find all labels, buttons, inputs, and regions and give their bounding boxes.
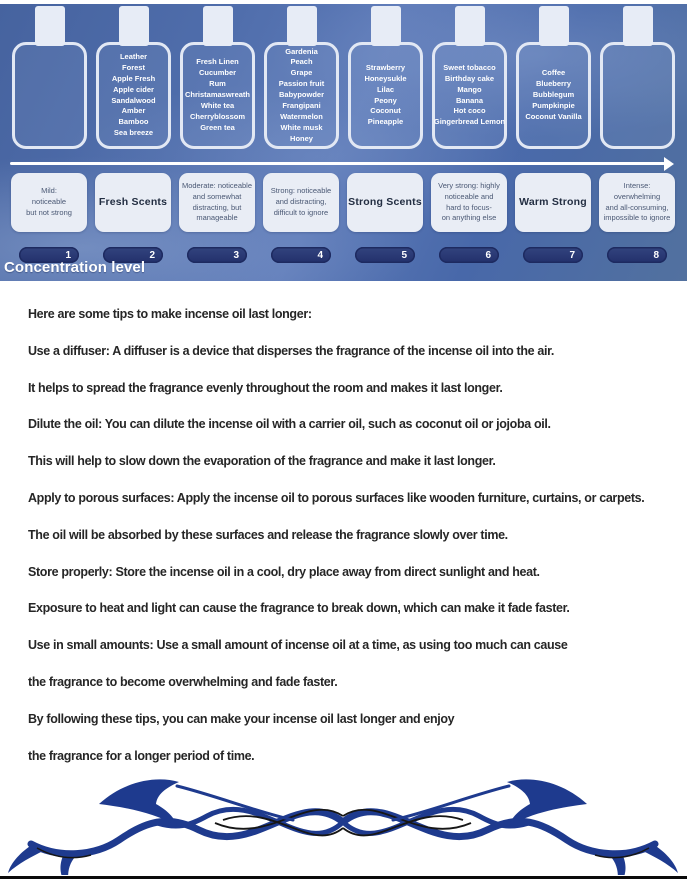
level-description-box bbox=[431, 173, 507, 232]
scent-label: Cherryblossom bbox=[189, 111, 246, 121]
tips-section bbox=[28, 296, 678, 774]
bottle-body bbox=[12, 42, 87, 149]
level-description-line: Warm Strong bbox=[519, 195, 587, 208]
scent-label: Sea breeze bbox=[113, 128, 154, 138]
level-description-box bbox=[11, 173, 87, 232]
scent-label: Peach bbox=[290, 57, 313, 67]
scent-label: Peony bbox=[374, 95, 397, 105]
scent-label: Coffee bbox=[541, 68, 566, 78]
scent-bottle bbox=[264, 6, 339, 149]
flourish-left-half bbox=[8, 779, 343, 875]
scent-label: White tea bbox=[200, 100, 235, 110]
bottle-body bbox=[516, 42, 591, 149]
bottle-cap-icon bbox=[35, 6, 65, 46]
flourish-right-half bbox=[343, 779, 678, 875]
bottle-cap-icon bbox=[623, 6, 653, 46]
scent-label: Leather bbox=[119, 52, 148, 61]
scent-label: Green tea bbox=[200, 122, 235, 132]
scent-label: Coconut Vanilla bbox=[525, 111, 582, 121]
tribal-flourish-graphic bbox=[7, 760, 679, 875]
scent-label: Grape bbox=[290, 68, 313, 78]
scent-label: Honey bbox=[290, 133, 313, 143]
scent-label: Hot coco bbox=[453, 106, 486, 116]
bottles-row bbox=[12, 6, 675, 149]
scent-label: Birthday cake bbox=[444, 73, 495, 83]
tip-line: It helps to spread the fragrance evenly throughout the room and makes it last longer. bbox=[28, 380, 503, 395]
level-description-box bbox=[95, 173, 171, 232]
level-description-line: impossible to ignore bbox=[603, 213, 671, 223]
scent-label: Pumpkinpie bbox=[532, 100, 575, 110]
right-arrow bbox=[10, 162, 665, 165]
scent-label: Apple Fresh bbox=[111, 73, 156, 83]
level-description-line: Very strong: highly bbox=[438, 180, 500, 190]
bottle-body bbox=[600, 42, 675, 149]
scent-label: Frangipani bbox=[282, 100, 321, 110]
scent-label: Passion fruit bbox=[278, 79, 325, 89]
scent-label: Christamaswreath bbox=[184, 90, 251, 100]
level-number-pill bbox=[187, 247, 247, 263]
scent-bottle bbox=[348, 6, 423, 149]
bottle-body bbox=[432, 42, 507, 149]
level-description-line: Fresh Scents bbox=[98, 195, 168, 208]
scent-bottle bbox=[180, 6, 255, 149]
level-description-line: Moderate: noticeable bbox=[181, 180, 253, 190]
level-description-box bbox=[599, 173, 675, 232]
level-description-box bbox=[179, 173, 255, 232]
level-pill-slot bbox=[599, 247, 675, 263]
bottle-cap-icon bbox=[287, 6, 317, 46]
level-number-pill bbox=[439, 247, 499, 263]
level-number-pill bbox=[355, 247, 415, 263]
tip-line: Apply to porous surfaces: Apply the incense oil to porous surfaces like wooden furniture, curtains, or carpets. bbox=[28, 490, 645, 505]
concentration-panel bbox=[0, 4, 687, 281]
scent-label: Apple cider bbox=[113, 84, 154, 94]
scent-label: Forest bbox=[122, 62, 145, 72]
scent-label: Banana bbox=[455, 95, 484, 105]
tip-line: Dilute the oil: You can dilute the incense oil with a carrier oil, such as coconut oil or jojoba oil. bbox=[28, 417, 551, 432]
scent-label: Sandalwood bbox=[111, 95, 156, 105]
scent-label: Watermelon bbox=[280, 111, 323, 121]
bottle-cap-icon bbox=[455, 6, 485, 46]
level-description-line: distracting, but bbox=[192, 202, 242, 212]
level-number: 4 bbox=[317, 249, 323, 261]
scent-label: Gardenia bbox=[285, 46, 318, 56]
scent-label: Sweet tobacco bbox=[443, 62, 496, 72]
level-description-line: overwhelming bbox=[613, 191, 661, 201]
scent-label: Strawberry bbox=[365, 62, 406, 72]
level-number: 3 bbox=[233, 249, 239, 261]
scent-bottle bbox=[600, 6, 675, 149]
level-number: 6 bbox=[485, 249, 491, 261]
level-description-line: on anything else bbox=[441, 213, 497, 223]
scent-bottle bbox=[96, 6, 171, 149]
bottle-body bbox=[264, 42, 339, 149]
scent-label: Amber bbox=[121, 106, 146, 116]
level-description-line: manageable bbox=[196, 213, 238, 223]
scent-label: Lilac bbox=[376, 84, 395, 94]
bottle-cap-icon bbox=[539, 6, 569, 46]
level-number-pill bbox=[523, 247, 583, 263]
scent-label: Honeysukle bbox=[364, 73, 407, 83]
level-pill-slot bbox=[515, 247, 591, 263]
bottle-cap-icon bbox=[119, 6, 149, 46]
level-boxes-row bbox=[11, 173, 676, 232]
level-description-line: but not strong bbox=[26, 207, 72, 217]
level-description-line: Mild: bbox=[41, 186, 57, 196]
tip-line: Store properly: Store the incense oil in a cool, dry place away from direct sunlight and heat. bbox=[28, 564, 540, 579]
level-description-line: and distracting, bbox=[275, 197, 327, 207]
concentration-level-caption: Concentration level bbox=[4, 259, 146, 276]
level-number-pill bbox=[271, 247, 331, 263]
level-description-line: difficult to ignore bbox=[273, 207, 329, 217]
scent-label: Coconut bbox=[370, 106, 401, 116]
bottle-body bbox=[180, 42, 255, 149]
level-description-line: Intense: bbox=[623, 180, 651, 190]
tip-line: Use in small amounts: Use a small amount of incense oil at a time, as using too much can cause bbox=[28, 638, 568, 653]
level-number: 1 bbox=[65, 249, 71, 261]
level-number: 5 bbox=[401, 249, 407, 261]
scent-label: White musk bbox=[280, 122, 323, 132]
tip-line: The oil will be absorbed by these surfaces and release the fragrance slowly over time. bbox=[28, 527, 508, 542]
level-number: 8 bbox=[653, 249, 659, 261]
level-description-box bbox=[347, 173, 423, 232]
scent-bottle bbox=[432, 6, 507, 149]
scent-label: Babypowder bbox=[278, 90, 324, 100]
level-pill-slot bbox=[431, 247, 507, 263]
level-pill-slot bbox=[263, 247, 339, 263]
level-description-line: noticeable bbox=[31, 197, 67, 207]
level-description-line: hard to focus- bbox=[446, 202, 492, 212]
scent-label: Bamboo bbox=[118, 117, 149, 127]
tip-line: the fragrance for a longer period of time. bbox=[28, 748, 255, 763]
level-number: 7 bbox=[569, 249, 575, 261]
level-description-line: and all-consuming, bbox=[605, 202, 669, 212]
bottle-body bbox=[96, 42, 171, 149]
tip-line: Use a diffuser: A diffuser is a device that disperses the fragrance of the incense oil into the air. bbox=[28, 343, 555, 358]
tip-line: By following these tips, you can make your incense oil last longer and enjoy bbox=[28, 711, 455, 726]
level-pill-slot bbox=[347, 247, 423, 263]
level-description-line: and somewhat bbox=[192, 191, 242, 201]
level-description-line: Strong: noticeable bbox=[270, 186, 332, 196]
level-description-line: noticeable and bbox=[444, 191, 494, 201]
tip-line: Here are some tips to make incense oil last longer: bbox=[28, 307, 312, 321]
scent-bottle bbox=[516, 6, 591, 149]
scent-label: Bubblegum bbox=[532, 90, 575, 100]
bottle-cap-icon bbox=[371, 6, 401, 46]
scent-label: Fresh Linen bbox=[196, 57, 239, 67]
scent-label: Cucumber bbox=[198, 68, 237, 78]
scent-bottle bbox=[12, 6, 87, 149]
bottle-cap-icon bbox=[203, 6, 233, 46]
tip-line: This will help to slow down the evaporation of the fragrance and make it last longer. bbox=[28, 454, 496, 469]
level-description-box bbox=[263, 173, 339, 232]
scent-label: Mango bbox=[457, 84, 482, 94]
scent-label: Rum bbox=[209, 79, 226, 89]
tip-line: the fragrance to become overwhelming and fade faster. bbox=[28, 674, 338, 689]
level-description-line: Strong Scents bbox=[348, 195, 422, 208]
level-description-box bbox=[515, 173, 591, 232]
scent-label: Blueberry bbox=[535, 79, 571, 89]
scent-label: Gingerbread Lemon bbox=[433, 117, 506, 127]
scent-label: Pineapple bbox=[367, 117, 404, 127]
bottle-body bbox=[348, 42, 423, 149]
tip-line: Exposure to heat and light can cause the fragrance to break down, which can make it fade faster. bbox=[28, 601, 570, 616]
level-pill-slot bbox=[179, 247, 255, 263]
level-number-pill bbox=[607, 247, 667, 263]
level-number: 2 bbox=[149, 249, 155, 261]
